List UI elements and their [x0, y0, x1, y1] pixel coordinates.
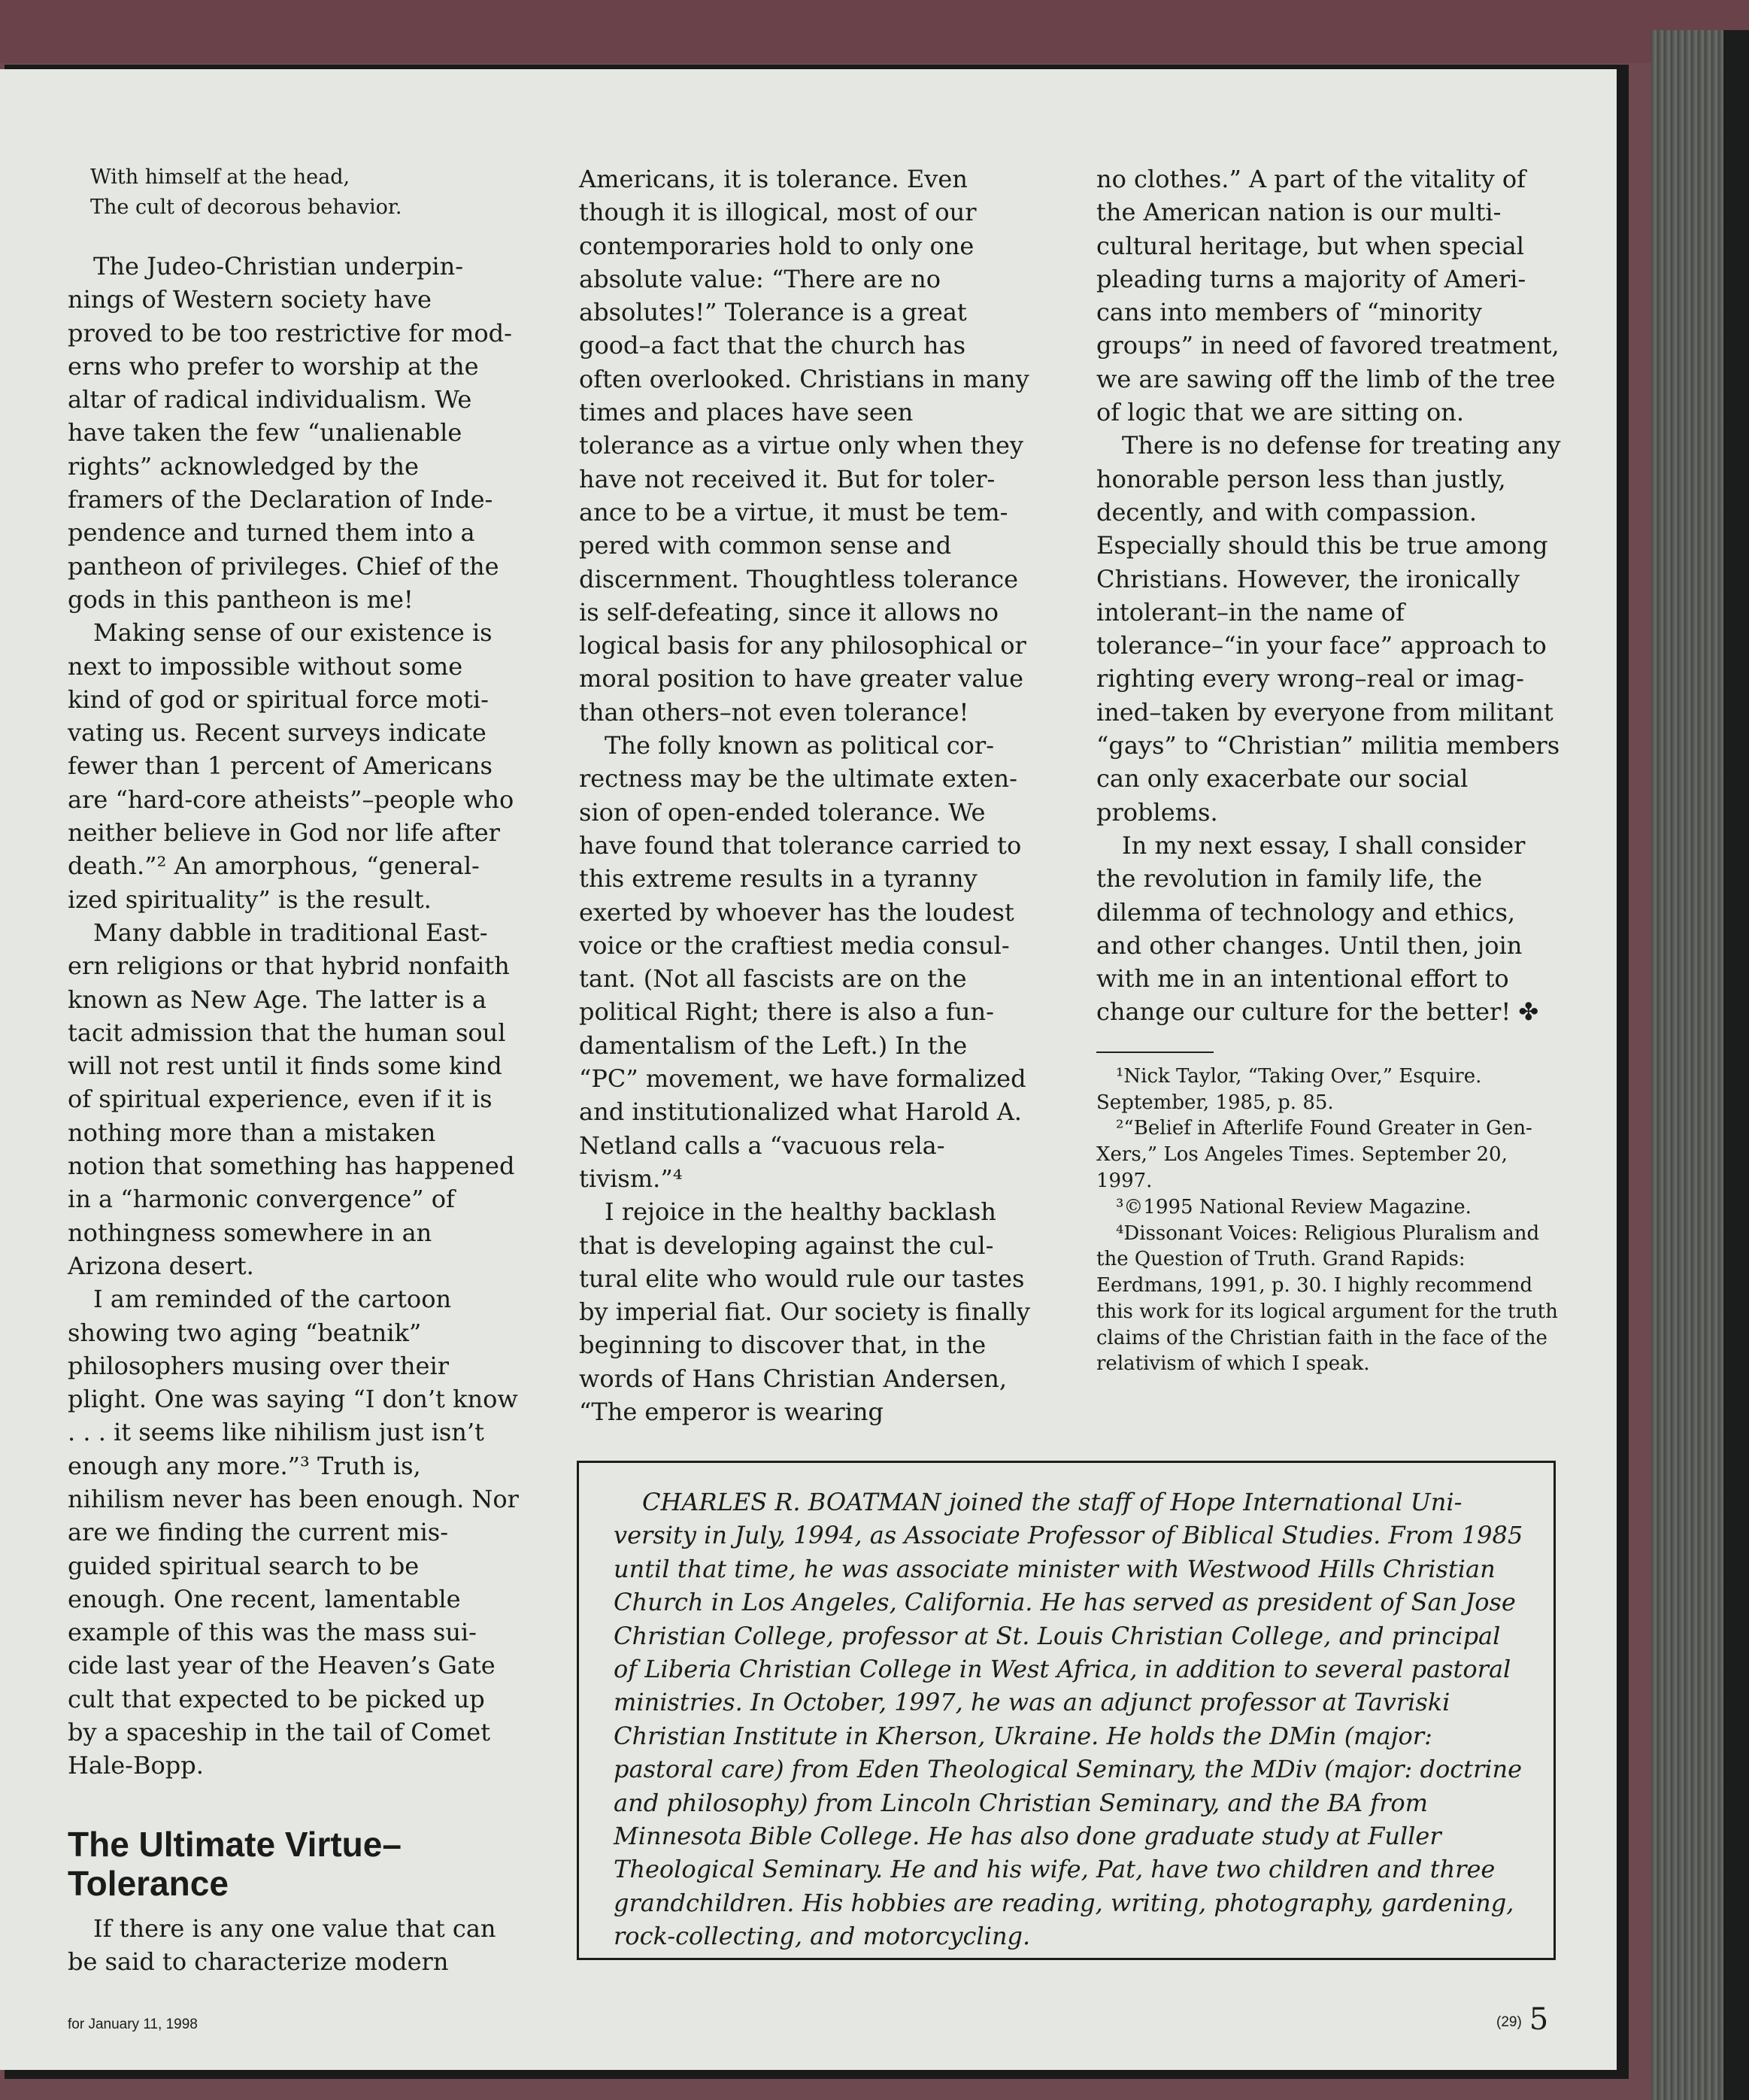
- column-2: [579, 162, 1030, 1428]
- section-heading: The Ultimate Virtue–Tolerance: [68, 1824, 402, 1903]
- binder-background: [0, 0, 1749, 63]
- paragraph: Many dabble in traditional Eastern religions or that hybrid nonfaith known as New Age. The latter is a tacit admission that the human soul will not rest until it finds some kind of spiritual experience, even if it is nothing more than a mistaken notion that something has happened in a “harmonic convergence” of nothingness somewhere in an Arizona desert.: [68, 918, 515, 1280]
- paragraph: Americans, it is tolerance. Even though it is illogical, most of our contemporaries hold to only one absolute value: “There are no absolutes!” Tolerance is a great good–a fact that the church has often overlooked. Christians in many times and places have seen tolerance as a virtue only when they have not received it. But for tolerance to be a virtue, it must be tempered with common sense and discernment. Thoughtless tolerance is self-defeating, since it allows no logical basis for any philosophical or moral position to have greater value than others–not even tolerance!: [579, 165, 1029, 727]
- paragraph: The Judeo-Christian underpinnings of Western society have proved to be too restrictive for moderns who prefer to worship at the altar of radical individualism. We have taken the few “unalienable rights” acknowledged by the framers of the Declaration of Independence and turned them into a pantheon of privileges. Chief of the gods in this pantheon is me!: [68, 252, 512, 614]
- verse-quote: [90, 162, 519, 223]
- footnotes: [1096, 1064, 1563, 1378]
- verse-line: With himself at the head,: [90, 165, 350, 189]
- paragraph: The folly known as political correctness may be the ultimate extension of open-ended tolerance. We have found that tolerance carried to this extreme results in a tyranny exerted by whoever has the loudest voice or the craftiest media consultant. (Not all fascists are on the political Right; there is also a fundamentalism of the Left.) In the “PC” movement, we have formalized and institutionalized what Harold A. Netland calls a “vacuous relativism.”⁴: [579, 731, 1026, 1193]
- author-bio: CHARLES R. BOATMAN joined the staff of Hope International University in July, 1994, as Associate Professor of Biblical Studies. From 1985 until that time, he was associate minister with Westwood Hills Christian Church in Los Angeles, California. He has served as president of San Jose Christian College, professor at St. Louis Christian College, and principal of Liberia Christian College in West Africa, in addition to several pastoral ministries. In October, 1997, he was an adjunct professor at Tavriski Christian Institute in Kherson, Ukraine. He holds the DMin (major: pastoral care) from Eden Theological Seminary, the MDiv (major: doctrine and philosophy) from Lincoln Christian Seminary, and the BA from Minnesota Bible College. He has also done graduate study at Fuller Theological Seminary. He and his wife, Pat, have two children and three grandchildren. His hobbies are reading, writing, photography, gardening, rock-collecting, and motorcycling.: [614, 1488, 1523, 1951]
- page-stack-edge: [1651, 30, 1749, 2100]
- footnote-rule: [1096, 1052, 1214, 1053]
- page-number-block: [1496, 2002, 1548, 2037]
- column-1-continuation: [68, 1912, 519, 1979]
- page-number: 5: [1529, 2002, 1549, 2037]
- footnote: ³©1995 National Review Magazine.: [1116, 1195, 1472, 1218]
- footnote: ²“Belief in Afterlife Found Greater in Gen-Xers,” Los Angeles Times. September 20, 1997.: [1096, 1117, 1532, 1192]
- author-bio-box: [577, 1461, 1556, 1960]
- paragraph: I am reminded of the cartoon showing two aging “beatnik” philosophers musing over their plight. One was saying “I don’t know . . . it seems like nihilism just isn’t enough any more.”³ Truth is, nihilism never has been enough. Nor are we finding the current misguided spiritual search to be enough. One recent, lamentable example of this was the mass suicide last year of the Heaven’s Gate cult that expected to be picked up by a spaceship in the tail of Comet Hale-Bopp.: [68, 1285, 519, 1780]
- footnote: ⁴Dissonant Voices: Religious Pluralism and the Question of Truth. Grand Rapids: Eerdmans, 1991, p. 30. I highly recommend this work for its logical argument for the truth claims of the Christian faith in the face of the relativism of which I speak.: [1096, 1221, 1558, 1376]
- column-3: [1096, 162, 1563, 1377]
- book-cover-edge: [1723, 30, 1749, 2100]
- paragraph: If there is any one value that can be said to characterize modern: [68, 1913, 496, 1976]
- paragraph: I rejoice in the healthy backlash that is developing against the cultural elite who would rule our tastes by imperial fiat. Our society is finally beginning to discover that, in the words of Hans Christian Andersen, “The emperor is wearing: [579, 1197, 1030, 1426]
- issue-page-number: (29): [1496, 2014, 1522, 2030]
- footnote: ¹Nick Taylor, “Taking Over,” Esquire. September, 1985, p. 85.: [1096, 1064, 1482, 1114]
- issue-date: for January 11, 1998: [68, 2017, 198, 2032]
- column-3-body: [1096, 162, 1563, 1029]
- paragraph: Making sense of our existence is next to impossible without some kind of god or spiritual force motivating us. Recent surveys indicate fewer than 1 percent of Americans are “hard-core atheists”–people who neither believe in God nor life after death.”² An amorphous, “generalized spirituality” is the result.: [68, 618, 514, 914]
- paragraph: There is no defense for treating any honorable person less than justly, decently, and with compassion. Especially should this be true among Christians. However, the ironically intolerant–in the name of tolerance–“in your face” approach to righting every wrong–real or imagined–taken by everyone from militant “gays” to “Christian” militia members can only exacerbate our social problems.: [1096, 431, 1561, 827]
- paragraph: In my next essay, I shall consider the revolution in family life, the dilemma of technology and ethics, and other changes. Until then, join with me in an intentional effort to change our culture for the better! ✤: [1096, 830, 1539, 1027]
- magazine-page: [0, 69, 1617, 2070]
- column-2-body: [579, 162, 1030, 1428]
- column-1-body: [68, 250, 519, 1783]
- paragraph: no clothes.” A part of the vitality of the American nation is our multicultural heritage, but when special pleading turns a majority of Americans into members of “minority groups” in need of favored treatment, we are sawing off the limb of the tree of logic that we are sitting on.: [1096, 165, 1560, 427]
- column-1: [68, 162, 519, 1978]
- verse-line: The cult of decorous behavior.: [90, 196, 402, 219]
